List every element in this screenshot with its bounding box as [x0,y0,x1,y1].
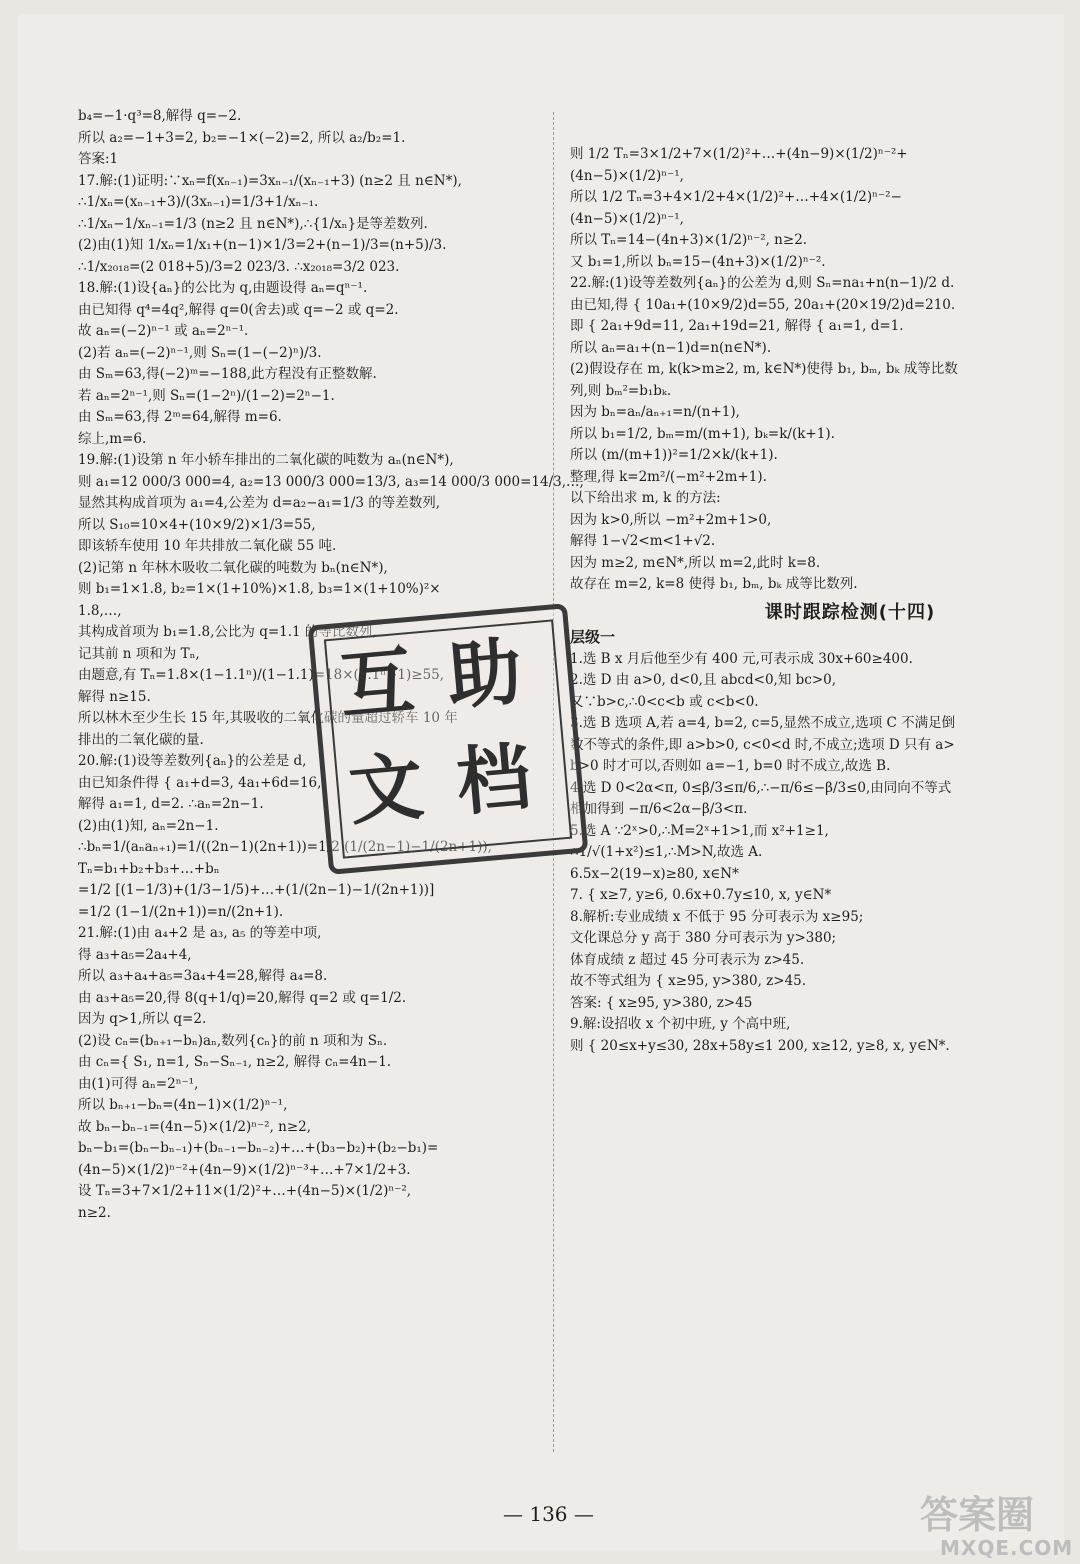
text-line: 则 { 20≤x+y≤30, 28x+58y≤1 200, x≥12, y≥8, x, y∈N*. [570,1037,950,1054]
text-line: 排出的二氧化碳的量. [78,731,204,748]
text-line: 记其前 n 项和为 Tₙ, [78,645,200,662]
text-line: (2)由(1)知 1/xₙ=1/x₁+(n−1)×1/3=2+(n−1)/3=(n+5)/3. [78,237,447,253]
text-line: 22.解:(1)设等差数列{aₙ}的公差为 d,则 Sₙ=na₁+n(n−1)/2 d. [570,275,955,291]
text-line: 由题意,有 Tₙ=1.8×(1−1.1ⁿ)/(1−1.1)=18×(1.1ⁿ−1)≥55, [78,667,445,683]
text-line: 得 a₃+a₅=2a₄+4, [78,946,192,963]
text-line: 列,则 bₘ²=b₁bₖ. [570,382,672,399]
stamp-seal [308,603,589,875]
watermark-title: 答案圈 [920,1493,1035,1537]
text-line: b₄=−1·q³=8,解得 q=−2. [78,108,242,124]
text-line: 所以 S₁₀=10×4+(10×9/2)×1/3=55, [78,516,316,533]
text-line: 由 Sₘ=63,得(−2)ᵐ=−188,此方程没有正整数解. [78,366,377,382]
text-line: 又 b₁=1,所以 bₙ=15−(4n+3)×(1/2)ⁿ⁻². [570,253,826,270]
text-line: (2)由(1)知, aₙ=2n−1. [78,817,219,834]
text-line: 所以 b₁=1/2, bₘ=m/(m+1), bₖ=k/(k+1). [570,425,835,442]
text-line: 即 { 2a₁+9d=11, 2a₁+19d=21, 解得 { a₁=1, d=1. [570,318,904,334]
right-column [570,144,1030,1057]
document-page [18,14,1074,1560]
text-line: (4n−5)×(1/2)ⁿ⁻¹, [570,167,684,184]
text-line: 5.选 A ∵2ˣ>0,∴M=2ˣ+1>1,而 x²+1≥1, [570,822,829,839]
right-answers [570,649,1030,1058]
text-line: 即该轿车使用 10 年共排放二氧化碳 55 吨. [78,538,337,554]
text-line: =1/2 (1−1/(2n+1))=n/(2n+1). [78,903,284,920]
text-line: 7. { x≥7, y≥6, 0.6x+0.7y≤10, x, y∈N* [570,887,832,903]
text-line: 答案:1 [78,151,119,167]
text-line: 由 a₃+a₅=20,得 8(q+1/q)=20,解得 q=2 或 q=1/2. [78,989,407,1006]
text-line: 综上,m=6. [78,430,147,447]
text-line: 故不等式组为 { x≥95, y>380, z>45. [570,973,807,989]
text-line: 3.选 B 选项 A,若 a=4, b=2, c=5,显然不成立,选项 C 不满足倒 [570,715,956,731]
text-line: (2)若 aₙ=(−2)ⁿ⁻¹,则 Sₙ=(1−(−2)ⁿ)/3. [78,344,322,361]
stamp-char: 助 [443,628,526,721]
text-line: 因为 k>0,所以 −m²+2m+1>0, [570,511,772,528]
level-label: 层级一 [570,628,616,646]
text-line: 因为 bₙ=aₙ/aₙ₊₁=n/(n+1), [570,404,740,420]
text-line: 解得 a₁=1, d=2. ∴aₙ=2n−1. [78,796,264,812]
text-line: 则 b₁=1×1.8, b₂=1×(1+10%)×1.8, b₃=1×(1+10%)²× [78,581,441,597]
text-line: ∴1/√(1+x²)≤1,∴M>N,故选 A. [570,844,763,860]
text-line: 由 cₙ={ S₁, n=1, Sₙ−Sₙ₋₁, n≥2, 解得 cₙ=4n−1. [78,1054,392,1070]
text-line: 因为 m≥2, m∈N*,所以 m=2,此时 k=8. [570,554,821,571]
text-line: 故存在 m=2, k=8 使得 b₁, bₘ, bₖ 成等比数列. [570,576,858,592]
text-line: 由已知,得 { 10a₁+(10×9/2)d=55, 20a₁+(20×19/2)d=210. [570,296,956,313]
text-line: 所以 bₙ₊₁−bₙ=(4n−1)×(1/2)ⁿ⁻¹, [78,1097,288,1113]
text-line: 6.5x−2(19−x)≥80, x∈N* [570,865,739,882]
text-line: 显然其构成首项为 a₁=4,公差为 d=a₂−a₁=1/3 的等差数列, [78,495,441,511]
text-line: 所以 aₙ=a₁+(n−1)d=n(n∈N*). [570,339,772,356]
text-line: 又∵b>c,∴0<c<b 或 c<b<0. [570,693,759,710]
text-line: 18.解:(1)设{aₙ}的公比为 q,由题设得 aₙ=qⁿ⁻¹. [78,280,368,296]
text-line: ∴1/xₙ=(xₙ₋₁+3)/(3xₙ₋₁)=1/3+1/xₙ₋₁. [78,194,319,210]
text-line: 所以 Tₙ=14−(4n+3)×(1/2)ⁿ⁻², n≥2. [570,232,808,248]
text-line: (2)记第 n 年林木吸收二氧化碳的吨数为 bₙ(n∈N*), [78,559,388,576]
text-line: (4n−5)×(1/2)ⁿ⁻²+(4n−9)×(1/2)ⁿ⁻³+…+7×1/2+3. [78,1161,411,1178]
stamp-char: 档 [453,734,535,827]
text-line: 由已知得 q⁴=4q²,解得 q=0(舍去)或 q=−2 或 q=2. [78,301,399,318]
text-line: 所以 (m/(m+1))²=1/2×k/(k+1). [570,447,778,463]
watermark-url: MXQE.COM [940,1536,1074,1560]
text-line: 1.选 B x 月后他至少有 400 元,可表示成 30x+60≥400. [570,650,913,667]
page-number: — 136 — [503,1502,594,1526]
section-title: 课时跟踪检测(十四) [764,601,936,623]
text-line: ∴1/xₙ−1/xₙ₋₁=1/3 (n≥2 且 n∈N*),∴{1/xₙ}是等差数列. [78,215,428,232]
text-line: 因为 q>1,所以 q=2. [78,1011,207,1027]
text-line: 整理,得 k=2m²/(−m²+2m+1). [570,468,767,485]
text-line: 由 Sₘ=63,得 2ᵐ=64,解得 m=6. [78,409,282,425]
text-line: 文化课总分 y 高于 380 分可表示为 y>380; [570,930,837,946]
text-line: 则 a₁=12 000/3 000=4, a₂=13 000/3 000=13/3, a₃=14 000/3 000=14/3,…, [78,473,584,490]
text-line: 相加得到 −π/6<2α−β/3<π. [570,801,748,817]
text-line: 以下给出求 m, k 的方法: [570,490,721,506]
text-line: 所以 1/2 Tₙ=3+4×1/2+4×(1/2)²+…+4×(1/2)ⁿ⁻²− [570,189,902,205]
text-line: Tₙ=b₁+b₂+b₃+…+bₙ [78,860,220,877]
text-line: 故 bₙ−bₙ₋₁=(4n−5)×(1/2)ⁿ⁻², n≥2, [78,1118,312,1135]
text-line: 由(1)可得 aₙ=2ⁿ⁻¹, [78,1075,199,1092]
text-line: 8.解析:专业成绩 x 不低于 95 分可表示为 x≥95; [570,908,864,925]
text-line: 故 aₙ=(−2)ⁿ⁻¹ 或 aₙ=2ⁿ⁻¹. [78,323,249,339]
text-line: 17.解:(1)证明:∵xₙ=f(xₙ₋₁)=3xₙ₋₁/(xₙ₋₁+3) (n≥2 且 n∈N*), [78,172,462,189]
text-line: 则 1/2 Tₙ=3×1/2+7×(1/2)²+…+(4n−9)×(1/2)ⁿ⁻²+ [570,146,908,162]
text-line: 答案: { x≥95, y>380, z>45 [570,994,753,1011]
text-line: 若 aₙ=2ⁿ⁻¹,则 Sₙ=(1−2ⁿ)/(1−2)=2ⁿ−1. [78,387,335,404]
text-line: 21.解:(1)由 a₄+2 是 a₃, a₅ 的等差中项, [78,925,322,941]
text-line: (4n−5)×(1/2)ⁿ⁻¹, [570,210,684,227]
text-line: 4.选 D 0<2α<π, 0≤β/3≤π/6,∴−π/6≤−β/3≤0,由同向不等式 [570,779,952,796]
text-line: 解得 1−√2<m<1+√2. [570,533,716,549]
text-line: (2)假设存在 m, k(k>m≥2, m, k∈N*)使得 b₁, bₘ, bₖ 成等比数 [570,361,958,377]
text-line: 所以 a₂=−1+3=2, b₂=−1×(−2)=2, 所以 a₂/b₂=1. [78,129,406,146]
text-line: 数不等式的条件,即 a>b>0, c<0<d 时,不成立;选项 D 只有 a> [570,736,955,753]
text-line: =1/2 [(1−1/3)+(1/3−1/5)+…+(1/(2n−1)−1/(2n+1))] [78,882,435,898]
right-solutions [570,144,1030,596]
text-line: ∴1/x₂₀₁₈=(2 018+5)/3=2 023/3. ∴x₂₀₁₈=3/2 023. [78,258,400,275]
text-line: 2.选 D 由 a>0, d<0,且 abcd<0,知 bc>0, [570,672,837,688]
text-line: (2)设 cₙ=(bₙ₊₁−bₙ)aₙ,数列{cₙ}的前 n 项和为 Sₙ. [78,1032,388,1049]
text-line: 所以林木至少生长 15 年,其吸收的二氧化碳的量超过轿车 10 年 [78,710,458,726]
text-line: 解得 n≥15. [78,688,151,705]
text-line: bₙ−b₁=(bₙ−bₙ₋₁)+(bₙ₋₁−bₙ₋₂)+…+(b₃−b₂)+(b₂−b₁)= [78,1140,439,1156]
text-line: 20.解:(1)设等差数列{aₙ}的公差是 d, [78,753,307,769]
watermark-logo [910,1484,1074,1564]
text-line: 所以 a₃+a₄+a₅=3a₄+4=28,解得 a₄=8. [78,968,328,984]
stamp-char: 互 [336,637,418,731]
text-line: n≥2. [78,1204,111,1221]
text-line: 其构成首项为 b₁=1.8,公比为 q=1.1 的等比数列, [78,624,377,640]
text-line: ∴bₙ=1/(aₙaₙ₊₁)=1/((2n−1)(2n+1))=1/2 (1/(2n−1)−1/(2n+1)), [78,839,492,855]
text-line: 设 Tₙ=3+7×1/2+11×(1/2)²+…+(4n−5)×(1/2)ⁿ⁻², [78,1183,412,1199]
text-line: 由已知条件得 { a₁+d=3, 4a₁+6d=16, [78,774,322,791]
text-line: 1.8,…, [78,602,122,619]
text-line: b>0 时才可以,否则如 a=−1, b=0 时不成立,故选 B. [570,758,891,774]
text-line: 9.解:设招收 x 个初中班, y 个高中班, [570,1016,791,1032]
stamp-char: 文 [345,743,427,836]
text-line: 19.解:(1)设第 n 年小轿车排出的二氧化碳的吨数为 aₙ(n∈N*), [78,452,454,468]
text-line: 体育成绩 z 超过 45 分可表示为 z>45. [570,951,805,968]
